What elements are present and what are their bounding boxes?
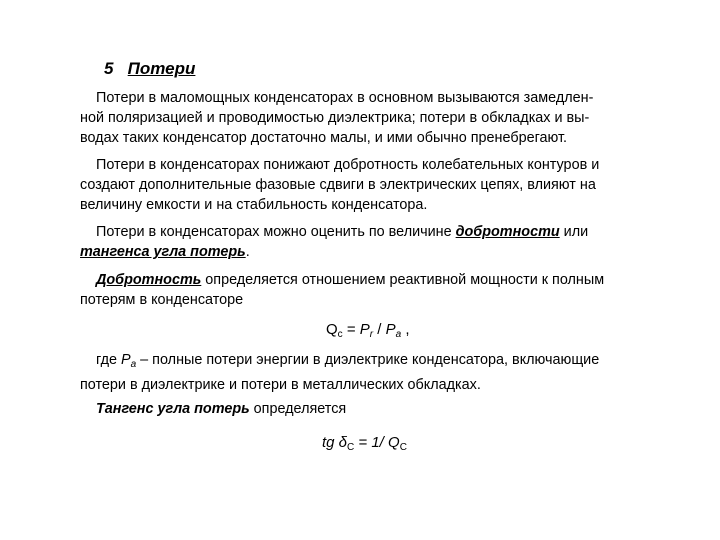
paragraph-text: Потери в конденсаторах можно оценить по величине: [96, 224, 456, 240]
formula-operator: = 1/ Q: [354, 434, 400, 451]
paragraph-text: .: [245, 244, 250, 260]
paragraph-line: Потери в конденсаторах понижают добротность колебательных контуров и: [96, 157, 600, 173]
paragraph-text: – полные потери энергии в диэлектрике конденсатора, включающие: [136, 352, 600, 368]
formula-operator: ,: [401, 321, 410, 338]
formula-subscript: a: [130, 359, 137, 370]
formula-subscript: C: [399, 442, 407, 453]
paragraph-losses-intro: [80, 88, 593, 148]
formula-operator: /: [373, 321, 386, 338]
paragraph-losses-estimate: [80, 222, 588, 262]
formula-symbol: tg δ: [322, 434, 348, 451]
paragraph-line: Потери в маломощных конденсаторах в основном вызываются замедлен-: [96, 90, 594, 106]
paragraph-text: или: [559, 224, 589, 240]
formula-symbol: P: [385, 321, 396, 338]
formula-q-factor: [326, 320, 410, 345]
paragraph-line: величину емкости и на стабильность конденсатора.: [80, 197, 428, 213]
formula-subscript: a: [395, 329, 402, 340]
paragraph-q-factor-definition: [80, 270, 604, 310]
paragraph-line: потерям в конденсаторе: [80, 292, 244, 308]
section-title: Потери: [127, 59, 196, 78]
paragraph-line: [80, 222, 588, 242]
paragraph-line: водах таких конденсатор достаточно малы, и ими обычно пренебрегают.: [80, 130, 567, 146]
formula-symbol: Q: [326, 321, 338, 338]
formula-subscript: C: [347, 442, 355, 453]
formula-symbol: P: [359, 321, 370, 338]
paragraph-line: потери в диэлектрике и потери в металлических обкладках.: [80, 377, 481, 393]
paragraph-text: определяется отношением реактивной мощности к полным: [201, 272, 605, 288]
formula-subscript: r: [369, 329, 374, 340]
paragraph-pa-definition: [80, 350, 599, 395]
term-loss-tangent: Тангенс угла потерь: [96, 401, 250, 417]
paragraph-line: создают дополнительные фазовые сдвиги в электрических цепях, влияют на: [80, 177, 596, 193]
section-heading: [104, 58, 195, 80]
section-number: 5: [104, 59, 114, 78]
term-loss-tangent: тангенса угла потерь: [80, 244, 246, 260]
paragraph-line: [80, 350, 599, 375]
paragraph-loss-tangent: [96, 399, 346, 419]
paragraph-text: определяется: [249, 401, 347, 417]
paragraph-line: [80, 270, 604, 290]
paragraph-line: [96, 399, 346, 419]
formula-operator: =: [342, 321, 360, 338]
paragraph-losses-effects: [80, 155, 599, 215]
paragraph-line: ной поляризацией и проводимостью диэлектрика; потери в обкладках и вы-: [80, 110, 590, 126]
term-q-factor: добротности: [455, 224, 560, 240]
formula-subscript: c: [337, 329, 343, 340]
formula-symbol: P: [121, 352, 131, 368]
paragraph-text: где: [96, 352, 122, 368]
paragraph-line: [80, 242, 588, 262]
formula-loss-tangent: [322, 433, 407, 458]
term-q-factor: Добротность: [96, 272, 202, 288]
